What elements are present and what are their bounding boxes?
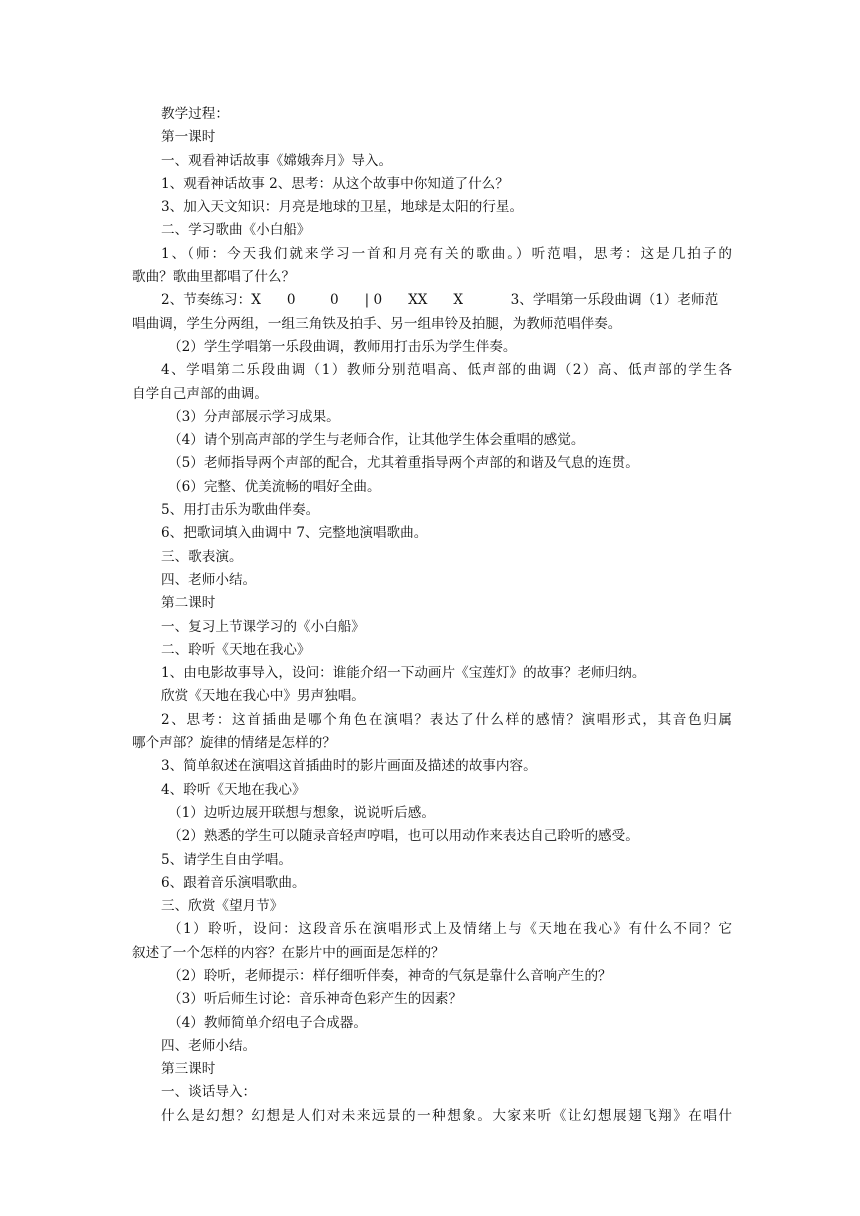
text-line: 叙述了一个怎样的内容？在影片中的画面是怎样的？	[132, 944, 445, 961]
text-line: 6、跟着音乐演唱歌曲。	[161, 874, 306, 891]
text-line: 3、加入天文知识：月亮是地球的卫星，地球是太阳的行星。	[161, 199, 524, 216]
text-line: 1、（师：今天我们就来学习一首和月亮有关的歌曲。）听范唱，思考：这是几拍子的	[161, 245, 732, 262]
text-line: 2、节奏练习：X 0 0 | 0 XX X 3、学唱第一乐段曲调（1）老师范	[161, 292, 719, 309]
text-line: 四、老师小结。	[161, 1037, 257, 1054]
text-line: 5、请学生自由学唱。	[161, 851, 292, 868]
text-line: 歌曲？歌曲里都唱了什么？	[132, 269, 296, 286]
text-line: 二、学习歌曲《小白船》	[161, 222, 311, 239]
text-line: 5、用打击乐为歌曲伴奏。	[161, 502, 320, 519]
text-line: （6）完整、优美流畅的唱好全曲。	[168, 478, 381, 495]
text-line: 唱曲调，学生分两组，一组三角铁及拍手、另一组串铃及拍腿，为教师范唱伴奏。	[132, 315, 622, 332]
text-line: 教学过程：	[161, 106, 229, 122]
text-line: 哪个声部？旋律的情绪是怎样的？	[132, 735, 336, 752]
text-line: 第二课时	[161, 595, 216, 612]
text-line: 1、观看神话故事 2、思考：从这个故事中你知道了什么？	[161, 175, 509, 192]
text-line: 3、简单叙述在演唱这首插曲时的影片画面及描述的故事内容。	[161, 758, 537, 775]
text-line: 一、复习上节课学习的《小白船》	[161, 618, 365, 635]
text-line: （4）教师简单介绍电子合成器。	[168, 1014, 367, 1031]
text-line: （2）熟悉的学生可以随录音轻声哼唱，也可以用动作来表达自己聆听的感受。	[168, 828, 639, 845]
text-line: 6、把歌词填入曲调中 7、完整地演唱歌曲。	[161, 525, 428, 542]
text-line: 二、聆听《天地在我心》	[161, 641, 311, 658]
text-line: （3）分声部展示学习成果。	[168, 408, 340, 425]
text-line: 一、谈话导入：	[161, 1084, 257, 1101]
text-line: 4、学唱第二乐段曲调（1）教师分别范唱高、低声部的曲调（2）高、低声部的学生各	[161, 362, 732, 379]
text-line: 一、观看神话故事《嫦娥奔月》导入。	[161, 152, 393, 169]
text-line: （3）听后师生讨论：音乐神奇色彩产生的因素？	[168, 991, 463, 1008]
text-line: 第三课时	[161, 1061, 216, 1078]
text-line: 欣赏《天地在我心中》男声独唱。	[161, 688, 365, 705]
text-line: （5）老师指导两个声部的配合，尤其着重指导两个声部的和谐及气息的连贯。	[168, 455, 639, 472]
text-line: 2、思考：这首插曲是哪个角色在演唱？表达了什么样的感情？演唱形式，其音色归属	[161, 711, 732, 728]
text-line: （1）聆听，设问：这段音乐在演唱形式上及情绪上与《天地在我心》有什么不同？它	[168, 921, 732, 938]
text-line: 4、聆听《天地在我心》	[161, 781, 306, 798]
text-line: 自学自己声部的曲调。	[132, 385, 268, 402]
text-line: （2）聆听，老师提示：样仔细听伴奏，神奇的气氛是靠什么音响产生的？	[168, 967, 612, 984]
text-line: 1、由电影故事导入，设问：谁能介绍一下动画片《宝莲灯》的故事？老师归纳。	[161, 665, 646, 682]
text-line: 四、老师小结。	[161, 571, 257, 588]
text-line: （4）请个别高声部的学生与老师合作，让其他学生体会重唱的感觉。	[168, 432, 585, 449]
text-line: 三、欣赏《望月节》	[161, 898, 284, 915]
text-line: 三、歌表演。	[161, 548, 243, 565]
text-line: 什么是幻想？幻想是人们对未来远景的一种想象。大家来听《让幻想展翅飞翔》在唱什	[161, 1107, 732, 1124]
text-line: （2）学生学唱第一乐段曲调，教师用打击乐为学生伴奏。	[168, 338, 517, 355]
text-line: 第一课时	[161, 129, 216, 146]
text-line: （1）边听边展开联想与想象，说说听后感。	[168, 804, 435, 821]
